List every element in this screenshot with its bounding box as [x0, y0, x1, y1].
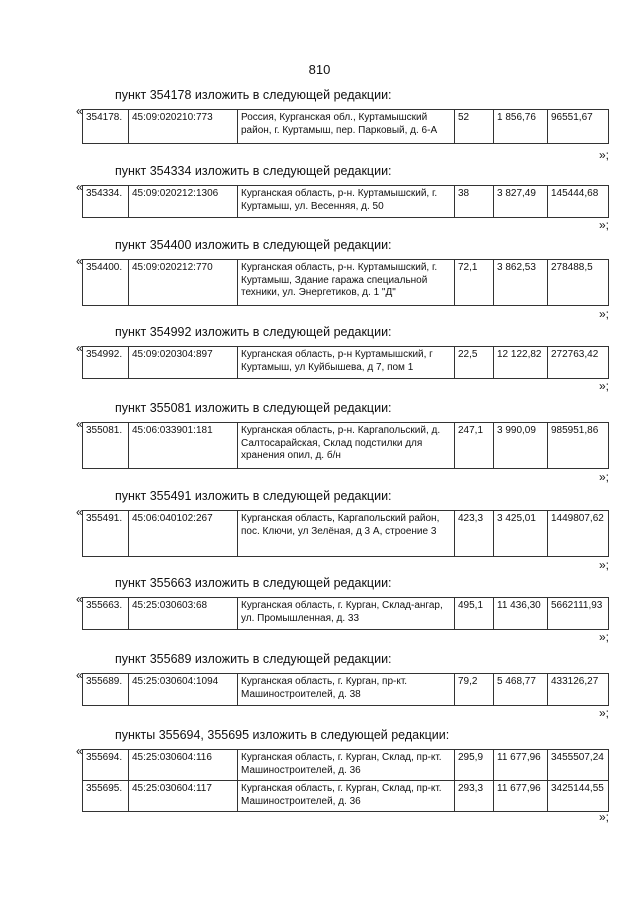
amendment-heading: пункт 355663 изложить в следующей редакции: [115, 576, 392, 590]
amendment-heading: пункт 354178 изложить в следующей редакции: [115, 88, 392, 102]
cadastral-value-cell: 433126,27 [548, 674, 609, 706]
entry-number-cell: 355491. [83, 511, 129, 557]
closing-quote: »; [598, 470, 609, 484]
address-cell: Курганская область, г. Курган, Склад, пр-кт. Машиностроителей, д. 36 [238, 750, 455, 781]
entries-table [82, 597, 609, 630]
entry-number-cell: 354334. [83, 186, 129, 218]
opening-quote: « [76, 180, 83, 194]
address-cell: Курганская область, р-н. Куртамышский, г. Куртамыш, ул. Весенняя, д. 50 [238, 186, 455, 218]
area-cell: 52 [455, 110, 494, 144]
entries-table [82, 422, 609, 469]
closing-quote: »; [598, 307, 609, 321]
area-cell: 423,3 [455, 511, 494, 557]
entry-number-cell: 355694. [83, 750, 129, 781]
entries-table [82, 673, 609, 706]
closing-quote: »; [598, 379, 609, 393]
address-cell: Курганская область, г. Курган, пр-кт. Машиностроителей, д. 38 [238, 674, 455, 706]
entry-number-cell: 355689. [83, 674, 129, 706]
cadastral-value-cell: 985951,86 [548, 423, 609, 469]
address-cell: Курганская область, р-н Куртамышский, г Куртамыш, ул Куйбышева, д 7, пом 1 [238, 347, 455, 379]
cadastral-number-cell: 45:09:020212:1306 [129, 186, 238, 218]
area-cell: 79,2 [455, 674, 494, 706]
opening-quote: « [76, 104, 83, 118]
closing-quote: »; [598, 558, 609, 572]
area-cell: 247,1 [455, 423, 494, 469]
entry-number-cell: 354992. [83, 347, 129, 379]
table-row [83, 260, 609, 306]
entry-number-cell: 355081. [83, 423, 129, 469]
cadastral-value-cell: 145444,68 [548, 186, 609, 218]
entries-table [82, 109, 609, 144]
table-row [83, 781, 609, 812]
address-cell: Курганская область, р-н. Каргапольский, д. Салтосарайская, Склад подстилки для хранения опил, д. б/н [238, 423, 455, 469]
opening-quote: « [76, 505, 83, 519]
cadastral-number-cell: 45:09:020212:770 [129, 260, 238, 306]
address-cell: Курганская область, г. Курган, Склад, пр-кт. Машиностроителей, д. 36 [238, 781, 455, 812]
cadastral-number-cell: 45:25:030604:117 [129, 781, 238, 812]
area-cell: 38 [455, 186, 494, 218]
table-row [83, 598, 609, 630]
rate-cell: 11 677,96 [494, 781, 548, 812]
address-cell: Курганская область, Каргапольский район, пос. Ключи, ул Зелёная, д 3 А, строение 3 [238, 511, 455, 557]
entry-number-cell: 354400. [83, 260, 129, 306]
entry-number-cell: 355695. [83, 781, 129, 812]
cadastral-value-cell: 1449807,62 [548, 511, 609, 557]
closing-quote: »; [598, 810, 609, 824]
cadastral-number-cell: 45:06:040102:267 [129, 511, 238, 557]
cadastral-number-cell: 45:06:033901:181 [129, 423, 238, 469]
rate-cell: 1 856,76 [494, 110, 548, 144]
cadastral-value-cell: 272763,42 [548, 347, 609, 379]
entry-number-cell: 355663. [83, 598, 129, 630]
opening-quote: « [76, 341, 83, 355]
area-cell: 293,3 [455, 781, 494, 812]
table-row [83, 750, 609, 781]
rate-cell: 5 468,77 [494, 674, 548, 706]
page-number: 810 [308, 62, 331, 77]
address-cell: Курганская область, г. Курган, Склад-ангар, ул. Промышленная, д. 33 [238, 598, 455, 630]
closing-quote: »; [598, 148, 609, 162]
rate-cell: 3 425,01 [494, 511, 548, 557]
table-row [83, 423, 609, 469]
cadastral-value-cell: 5662111,93 [548, 598, 609, 630]
table-row [83, 186, 609, 218]
opening-quote: « [76, 668, 83, 682]
cadastral-value-cell: 278488,5 [548, 260, 609, 306]
closing-quote: »; [598, 630, 609, 644]
amendment-heading: пункты 355694, 355695 изложить в следующей редакции: [115, 728, 450, 742]
amendment-heading: пункт 355081 изложить в следующей редакции: [115, 401, 392, 415]
rate-cell: 11 436,30 [494, 598, 548, 630]
area-cell: 22,5 [455, 347, 494, 379]
cadastral-number-cell: 45:09:020210:773 [129, 110, 238, 144]
table-row [83, 511, 609, 557]
amendment-heading: пункт 354400 изложить в следующей редакции: [115, 238, 392, 252]
address-cell: Курганская область, р-н. Куртамышский, г. Куртамыш, Здание гаража специальной техники, ул. Энергетиков, д. 1 "Д" [238, 260, 455, 306]
amendment-heading: пункт 354992 изложить в следующей редакции: [115, 325, 392, 339]
entries-table [82, 259, 609, 306]
table-row [83, 674, 609, 706]
cadastral-value-cell: 3425144,55 [548, 781, 609, 812]
amendment-heading: пункт 354334 изложить в следующей редакции: [115, 164, 392, 178]
opening-quote: « [76, 744, 83, 758]
cadastral-value-cell: 3455507,24 [548, 750, 609, 781]
area-cell: 495,1 [455, 598, 494, 630]
rate-cell: 3 862,53 [494, 260, 548, 306]
closing-quote: »; [598, 706, 609, 720]
rate-cell: 3 827,49 [494, 186, 548, 218]
amendment-heading: пункт 355491 изложить в следующей редакции: [115, 489, 392, 503]
cadastral-number-cell: 45:25:030604:116 [129, 750, 238, 781]
table-row [83, 347, 609, 379]
opening-quote: « [76, 417, 83, 431]
entries-table [82, 346, 609, 379]
area-cell: 72,1 [455, 260, 494, 306]
cadastral-value-cell: 96551,67 [548, 110, 609, 144]
rate-cell: 12 122,82 [494, 347, 548, 379]
table-row [83, 110, 609, 144]
rate-cell: 3 990,09 [494, 423, 548, 469]
entries-table [82, 510, 609, 557]
amendment-heading: пункт 355689 изложить в следующей редакции: [115, 652, 392, 666]
entries-table [82, 185, 609, 218]
opening-quote: « [76, 592, 83, 606]
area-cell: 295,9 [455, 750, 494, 781]
entries-table [82, 749, 609, 812]
cadastral-number-cell: 45:09:020304:897 [129, 347, 238, 379]
cadastral-number-cell: 45:25:030603:68 [129, 598, 238, 630]
rate-cell: 11 677,96 [494, 750, 548, 781]
opening-quote: « [76, 254, 83, 268]
closing-quote: »; [598, 218, 609, 232]
entry-number-cell: 354178. [83, 110, 129, 144]
cadastral-number-cell: 45:25:030604:1094 [129, 674, 238, 706]
address-cell: Россия, Курганская обл., Куртамышский район, г. Куртамыш, пер. Парковый, д. 6-А [238, 110, 455, 144]
